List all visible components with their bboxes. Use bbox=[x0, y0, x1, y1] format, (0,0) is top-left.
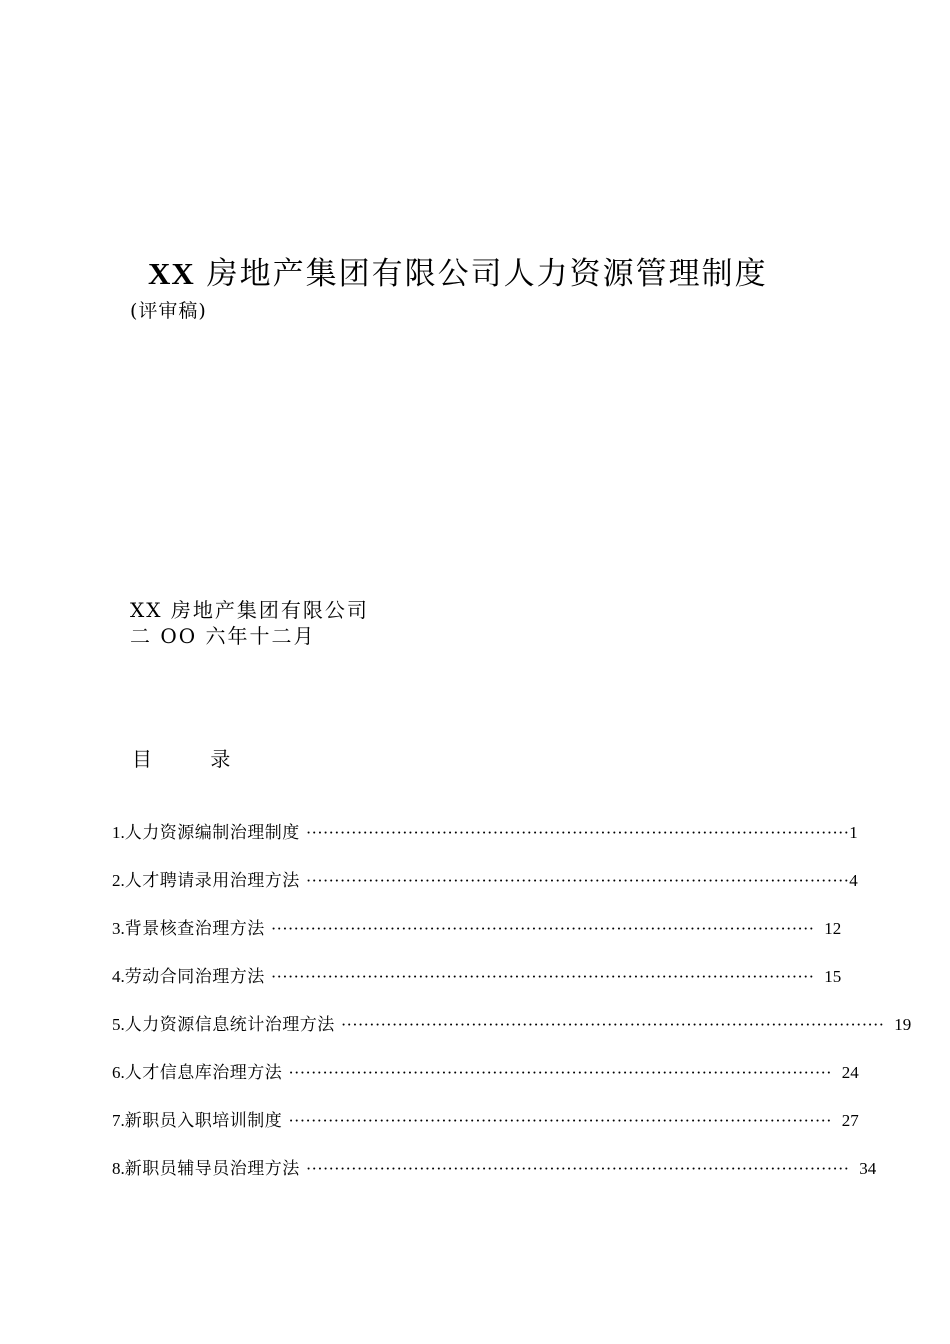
toc-item-title: 新职员辅导员治理方法 bbox=[124, 1159, 300, 1179]
toc-leader-dots: ································································································ bbox=[270, 967, 815, 986]
document-title-prefix: XX bbox=[148, 256, 195, 291]
toc-item[interactable] bbox=[112, 820, 858, 846]
toc-item[interactable] bbox=[112, 916, 842, 942]
toc-item-page: 19 bbox=[894, 1015, 912, 1034]
toc-item-number: 1. bbox=[112, 823, 125, 842]
toc-leader-dots: ································································································ bbox=[305, 823, 850, 842]
toc-leader-dots: ································································································ bbox=[270, 919, 815, 938]
toc-item-title: 人才聘请录用治理方法 bbox=[124, 871, 300, 891]
toc-item-number: 3. bbox=[112, 919, 125, 938]
toc-item-page: 4 bbox=[849, 871, 858, 890]
toc-item-number: 2. bbox=[112, 871, 125, 890]
toc-item-number: 6. bbox=[112, 1063, 125, 1082]
toc-item[interactable] bbox=[112, 1156, 877, 1182]
toc-item[interactable] bbox=[112, 1108, 859, 1134]
document-subtitle: (评审稿) bbox=[130, 300, 207, 322]
document-title-main: 房地产集团有限公司人力资源管理制度 bbox=[206, 256, 768, 292]
toc-item-page: 15 bbox=[824, 967, 842, 986]
toc-item-page: 24 bbox=[841, 1063, 859, 1082]
toc-item[interactable] bbox=[112, 1012, 912, 1038]
toc-item[interactable] bbox=[112, 964, 842, 990]
toc-item-page: 34 bbox=[859, 1159, 877, 1178]
document-title bbox=[148, 252, 848, 296]
toc-item-page: 1 bbox=[849, 823, 858, 842]
toc-item[interactable] bbox=[112, 868, 858, 894]
toc-item-title: 背景核查治理方法 bbox=[124, 919, 265, 939]
toc-item-number: 7. bbox=[112, 1111, 125, 1130]
toc-leader-dots: ································································································ bbox=[305, 1159, 850, 1178]
toc-item-title: 人才信息库治理方法 bbox=[124, 1063, 283, 1083]
toc-item-title: 人力资源信息统计治理方法 bbox=[124, 1015, 335, 1035]
toc-item-number: 5. bbox=[112, 1015, 125, 1034]
toc-item-title: 劳动合同治理方法 bbox=[124, 967, 265, 987]
toc-item-page: 12 bbox=[824, 919, 842, 938]
toc-item-number: 4. bbox=[112, 967, 125, 986]
toc-leader-dots: ································································································ bbox=[305, 871, 850, 890]
company-name: XX 房地产集团有限公司 bbox=[130, 598, 369, 622]
document-date: 二 OO 六年十二月 bbox=[130, 624, 316, 648]
toc-item-number: 8. bbox=[112, 1159, 125, 1178]
toc-leader-dots: ································································································ bbox=[340, 1015, 885, 1034]
toc-item[interactable] bbox=[112, 1060, 859, 1086]
toc-leader-dots: ································································································ bbox=[288, 1111, 832, 1130]
toc-item-title: 人力资源编制治理制度 bbox=[124, 823, 300, 843]
toc-heading: 目 录 bbox=[132, 747, 257, 771]
toc-item-title: 新职员入职培训制度 bbox=[124, 1111, 283, 1131]
toc-item-page: 27 bbox=[841, 1111, 859, 1130]
toc-leader-dots: ································································································ bbox=[288, 1063, 832, 1082]
